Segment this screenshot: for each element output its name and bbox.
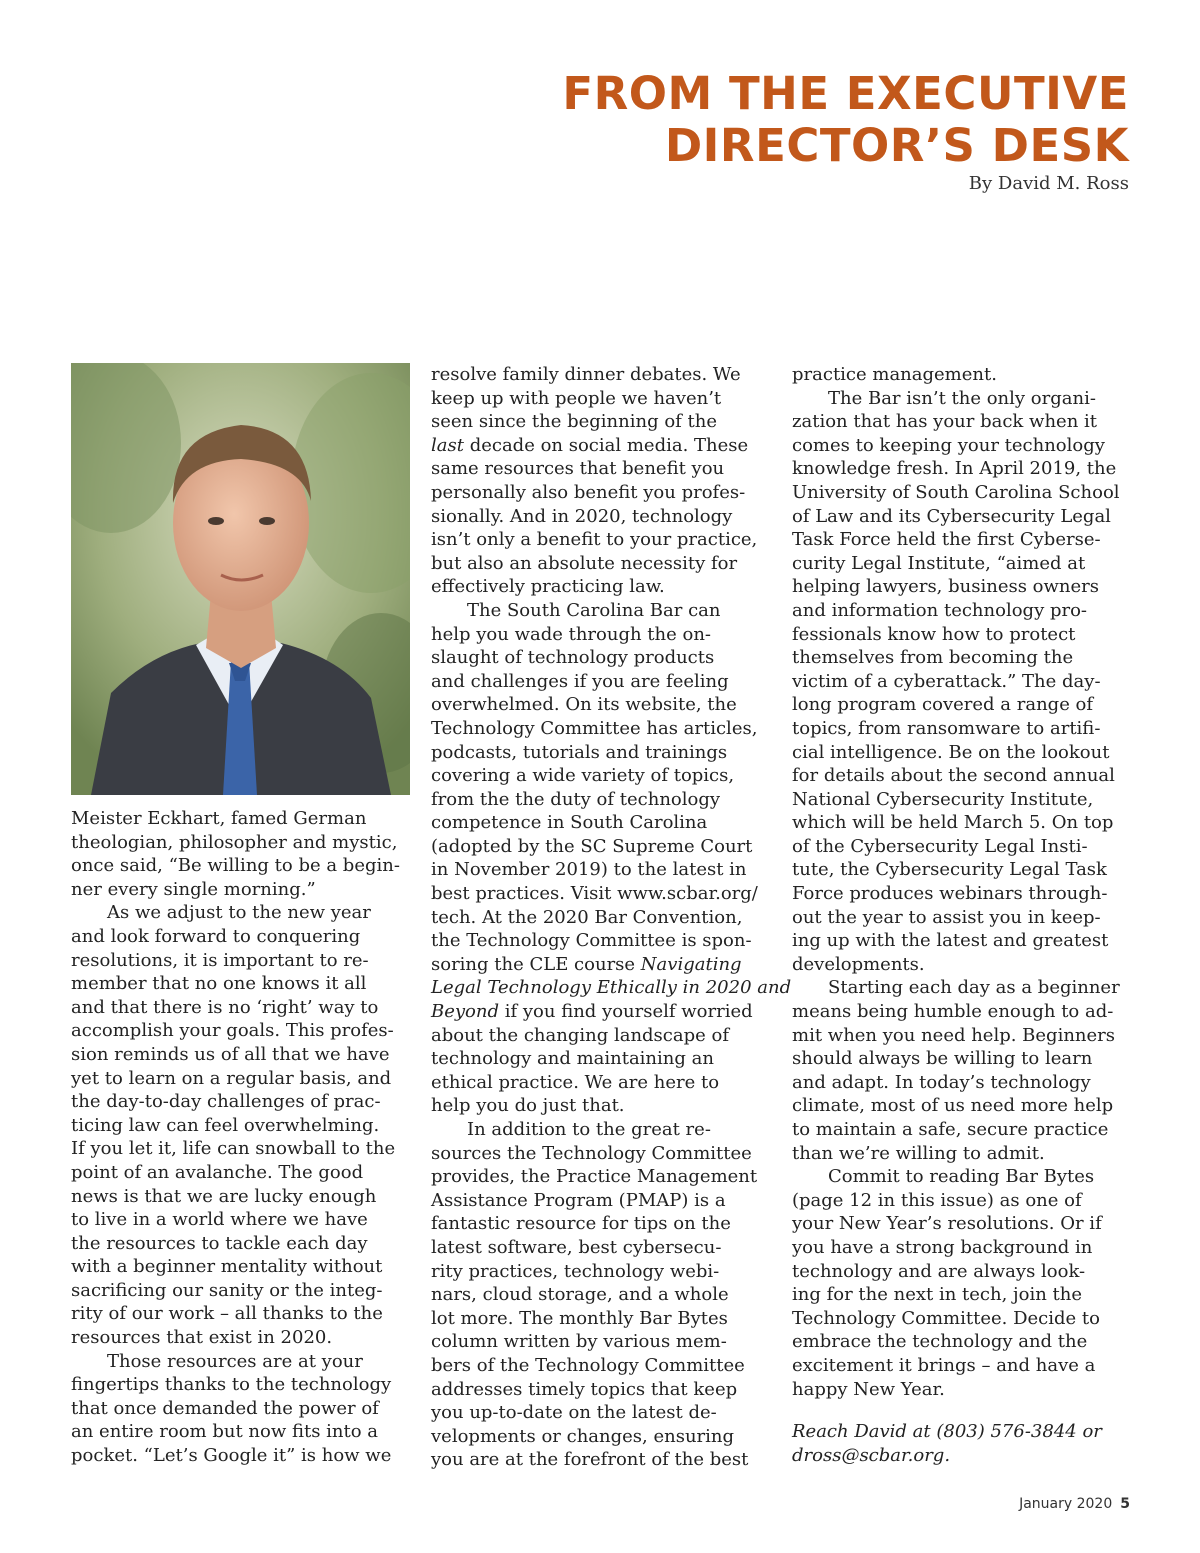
text-line: Force produces webinars through- — [792, 883, 1108, 905]
text-line: keep up with people we haven’t — [431, 387, 722, 409]
text-line: themselves from becoming the — [792, 647, 1074, 669]
text-span: soring the CLE course — [431, 953, 641, 975]
author-byline: By David M. Ross — [968, 173, 1129, 194]
text-line: overwhelmed. On its website, the — [431, 694, 737, 716]
text-line: once said, “Be willing to be a begin- — [71, 855, 400, 877]
text-line: from the the duty of technology — [431, 788, 721, 810]
article-header — [562, 68, 1129, 196]
text-line: In addition to the great re- — [467, 1119, 711, 1140]
text-line: isn’t only a benefit to your practice, — [431, 529, 758, 551]
text-line: slaught of technology products — [431, 647, 715, 669]
author-contact — [792, 1420, 1132, 1467]
text-line: The Bar isn’t the only organi- — [828, 387, 1096, 409]
issue-date: January 2020 — [1019, 1496, 1113, 1512]
text-line: column written by various mem- — [431, 1331, 727, 1353]
text-line: rity of our work – all thanks to the — [71, 1303, 383, 1325]
article-title-line-1: FROM THE EXECUTIVE — [562, 67, 1129, 120]
text-line: (page 12 in this issue) as one of — [792, 1189, 1082, 1211]
text-line: and that there is no ‘right’ way to — [71, 996, 379, 1018]
text-line: sources the Technology Committee — [431, 1142, 752, 1164]
text-line: velopments or changes, ensuring — [431, 1425, 735, 1447]
text-line: Assistance Program (PMAP) is a — [431, 1189, 726, 1211]
text-line: University of South Carolina School — [792, 481, 1120, 503]
text-line: ticing law can feel overwhelming. — [71, 1114, 380, 1136]
text-line: curity Legal Institute, “aimed at — [792, 552, 1086, 574]
text-line: seen since the beginning of the — [431, 411, 718, 433]
text-line — [431, 953, 771, 977]
text-line: topics, from ransomware to artifi- — [792, 717, 1101, 739]
text-line: ethical practice. We are here to — [431, 1071, 720, 1093]
text-line: Technology Committee. Decide to — [792, 1307, 1100, 1329]
text-line: fantastic resource for tips on the — [431, 1213, 731, 1235]
text-line: Commit to reading Bar Bytes — [828, 1166, 1095, 1188]
italic-course-title: Navigating — [640, 953, 742, 975]
text-line: out the year to assist you in keep- — [792, 906, 1101, 928]
text-line: Meister Eckhart, famed German — [71, 808, 367, 829]
text-line: developments. — [792, 953, 925, 975]
text-span: decade on social media. These — [463, 434, 749, 456]
text-line: excitement it brings – and have a — [792, 1354, 1096, 1376]
text-line: ing for the next in tech, join the — [792, 1284, 1083, 1306]
text-line: National Cybersecurity Institute, — [792, 788, 1094, 810]
text-line: comes to keeping your technology — [792, 434, 1105, 456]
text-line: podcasts, tutorials and trainings — [431, 741, 728, 763]
text-line: than we’re willing to admit. — [792, 1142, 1045, 1164]
text-line: resources that exist in 2020. — [71, 1327, 333, 1349]
text-line: effectively practicing law. — [431, 576, 665, 598]
text-line: point of an avalanche. The good — [71, 1161, 364, 1183]
text-line: and look forward to conquering — [71, 925, 361, 947]
text-line: your New Year’s resolutions. Or if — [792, 1213, 1102, 1235]
page-footer — [1019, 1496, 1130, 1512]
text-line: If you let it, life can snowball to the — [71, 1138, 396, 1160]
text-line: to live in a world where we have — [71, 1209, 368, 1231]
author-portrait-photo — [71, 363, 410, 795]
text-line: happy New Year. — [792, 1378, 945, 1400]
text-line: help you do just that. — [431, 1095, 625, 1117]
text-line: mit when you need help. Beginners — [792, 1024, 1116, 1046]
text-line: addresses timely topics that keep — [431, 1378, 738, 1400]
text-line: embrace the technology and the — [792, 1331, 1088, 1353]
italic-text: last — [431, 434, 464, 456]
text-line: the resources to tackle each day — [71, 1232, 368, 1254]
text-line: should always be willing to learn — [792, 1048, 1093, 1070]
text-line: Technology Committee has articles, — [431, 717, 758, 739]
text-line: lot more. The monthly Bar Bytes — [431, 1307, 728, 1329]
text-line: ner every single morning.” — [71, 878, 316, 900]
text-line: you have a strong background in — [792, 1236, 1093, 1258]
contact-email[interactable]: dross@scbar.org. — [792, 1444, 951, 1466]
text-line — [431, 1000, 771, 1024]
text-line: Starting each day as a beginner — [828, 977, 1120, 999]
text-line: news is that we are lucky enough — [71, 1185, 377, 1207]
text-line: competence in South Carolina — [431, 812, 708, 834]
text-line: the day-to-day challenges of prac- — [71, 1091, 381, 1113]
text-line: bers of the Technology Committee — [431, 1354, 745, 1376]
text-line: fessionals know how to protect — [792, 623, 1076, 645]
text-line: fingertips thanks to the technology — [71, 1374, 392, 1396]
text-line: pocket. “Let’s Google it” is how we — [71, 1445, 392, 1467]
article-title-line-2: DIRECTOR’S DESK — [664, 119, 1129, 172]
column-3 — [792, 363, 1132, 1467]
text-line: Task Force held the first Cyberse- — [792, 529, 1101, 551]
text-line: in November 2019) to the latest in — [431, 859, 747, 881]
text-line: practice management. — [792, 364, 997, 385]
text-line: to maintain a safe, secure practice — [792, 1119, 1109, 1140]
text-line: sion reminds us of all that we have — [71, 1043, 390, 1065]
text-line: tute, the Cybersecurity Legal Task — [792, 859, 1107, 881]
text-line: (adopted by the SC Supreme Court — [431, 835, 753, 857]
text-line: personally also benefit you profes- — [431, 481, 746, 503]
contact-line: Reach David at (803) 576-3844 or — [792, 1421, 1102, 1443]
text-line: but also an absolute necessity for — [431, 552, 738, 574]
text-line: sacrificing our sanity or the integ- — [71, 1279, 383, 1301]
text-line: with a beginner mentality without — [71, 1256, 383, 1278]
text-line: accomplish your goals. This profes- — [71, 1020, 394, 1042]
text-line: sionally. And in 2020, technology — [431, 505, 733, 527]
text-line: technology and are always look- — [792, 1260, 1086, 1282]
text-line: long program covered a range of — [792, 694, 1094, 716]
text-line: Those resources are at your — [107, 1350, 363, 1372]
text-line: yet to learn on a regular basis, and — [71, 1067, 392, 1089]
text-line: covering a wide variety of topics, — [431, 765, 735, 787]
text-line: and information technology pro- — [792, 599, 1088, 621]
text-line: you up-to-date on the latest de- — [431, 1402, 717, 1424]
text-line: rity practices, technology webi- — [431, 1260, 720, 1282]
text-line: ing up with the latest and greatest — [792, 930, 1109, 952]
text-line: tech. At the 2020 Bar Convention, — [431, 906, 743, 928]
text-line: and adapt. In today’s technology — [792, 1071, 1091, 1093]
text-line: helping lawyers, business owners — [792, 576, 1100, 598]
column-1 — [71, 363, 411, 1468]
text-line: about the changing landscape of — [431, 1024, 730, 1046]
text-line: help you wade through the on- — [431, 623, 712, 645]
text-line: means being humble enough to ad- — [792, 1001, 1114, 1023]
italic-course-title: Legal Technology Ethically in 2020 and — [431, 977, 792, 999]
text-line: and challenges if you are feeling — [431, 670, 729, 692]
portrait-illustration — [71, 363, 410, 795]
text-line: technology and maintaining an — [431, 1048, 714, 1070]
text-line: latest software, best cybersecu- — [431, 1236, 722, 1258]
text-line: the Technology Committee is spon- — [431, 930, 752, 952]
page-number: 5 — [1120, 1496, 1130, 1512]
text-line: The South Carolina Bar can — [467, 599, 721, 621]
text-line: knowledge fresh. In April 2019, the — [792, 458, 1117, 480]
text-line: cial intelligence. Be on the lookout — [792, 741, 1110, 763]
text-line: which will be held March 5. On top — [792, 812, 1114, 834]
text-line: As we adjust to the new year — [107, 902, 371, 924]
text-line: member that no one knows it all — [71, 973, 367, 995]
text-line: same resources that benefit you — [431, 458, 725, 480]
column-2 — [431, 363, 792, 1472]
text-line: nars, cloud storage, and a whole — [431, 1284, 729, 1306]
text-line: resolutions, it is important to re- — [71, 949, 369, 971]
text-line: theologian, philosopher and mystic, — [71, 831, 398, 853]
text-line: provides, the Practice Management — [431, 1166, 758, 1188]
text-line: victim of a cyberattack.” The day- — [792, 670, 1101, 692]
italic-course-title: Beyond — [431, 1001, 500, 1023]
text-line: an entire room but now fits into a — [71, 1421, 379, 1443]
text-line: resolve family dinner debates. We — [431, 364, 741, 385]
text-line: of Law and its Cybersecurity Legal — [792, 505, 1111, 527]
text-line: of the Cybersecurity Legal Insti- — [792, 835, 1088, 857]
text-line: you are at the forefront of the best — [431, 1449, 749, 1471]
text-line: climate, most of us need more help — [792, 1095, 1114, 1117]
text-span: if you find yourself worried — [499, 1001, 753, 1023]
text-line — [431, 434, 771, 458]
text-line: best practices. Visit www.scbar.org/ — [431, 883, 758, 905]
text-line — [431, 976, 792, 1000]
text-line: for details about the second annual — [792, 765, 1115, 787]
text-line: zation that has your back when it — [792, 411, 1097, 433]
text-line: that once demanded the power of — [71, 1397, 379, 1419]
